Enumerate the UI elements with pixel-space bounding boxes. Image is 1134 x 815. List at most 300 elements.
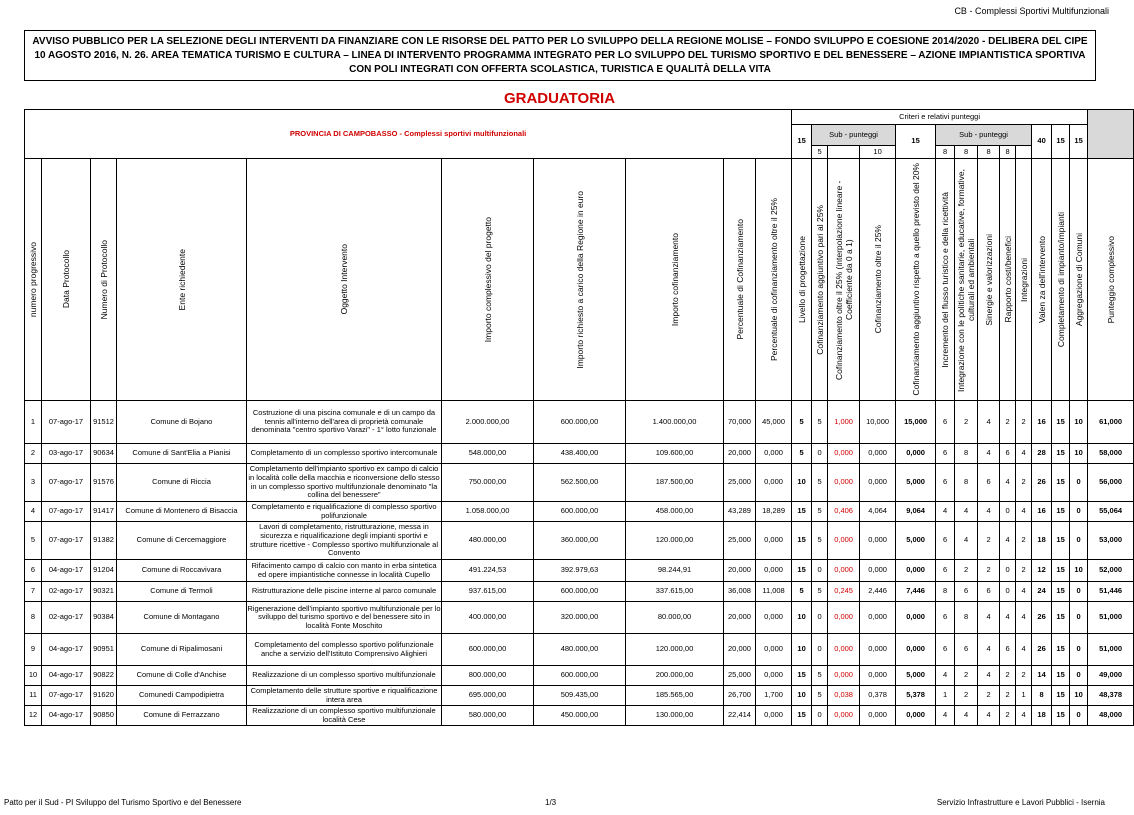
- cell-c25: 5: [812, 401, 828, 444]
- cell-sin: 4: [978, 401, 1000, 444]
- cell-ente: Comune di Ripalimosani: [117, 634, 247, 666]
- cell-n: 4: [25, 502, 42, 522]
- cell-importo: 1.058.000,00: [442, 502, 534, 522]
- cell-int: 6: [955, 582, 978, 602]
- cell-ente: Comune di Sant'Elia a Pianisi: [117, 444, 247, 464]
- cell-rap: 4: [1000, 602, 1016, 634]
- cell-comp: 15: [1052, 444, 1070, 464]
- cell-perc: 43,289: [724, 502, 756, 522]
- cell-int: 8: [955, 444, 978, 464]
- cell-oggetto: Realizzazione di un complesso sportivo multifunzionale località Cese: [247, 706, 442, 726]
- cell-ente: Comune di Montenero di Bisaccia: [117, 502, 247, 522]
- cell-c25: 5: [812, 666, 828, 686]
- col-header-perc25: Percentuale di cofinanziamento oltre il 25%: [756, 159, 792, 401]
- cell-itg: 2: [1016, 401, 1032, 444]
- cell-perc25: 0,000: [756, 522, 792, 560]
- cell-sin: 6: [978, 464, 1000, 502]
- table-row: [25, 522, 1134, 560]
- weight-int: 8: [955, 146, 978, 159]
- cell-liv: 10: [792, 602, 812, 634]
- cell-inc: 8: [936, 582, 955, 602]
- table-row: [25, 706, 1134, 726]
- cell-liv: 15: [792, 522, 812, 560]
- cell-coltre: 0,000: [860, 666, 896, 686]
- cell-oggetto: Rigenerazione dell'impianto sportivo multifunzionale per lo sviluppo del turismo sportivo e del benessere sito in località Fonte Moschito: [247, 602, 442, 634]
- cell-oggetto: Lavori di completamento, ristrutturazione, messa in sicurezza e riqualificazione degli impianti sportivi e strutture ricettive - Complesso sportivo multifunzionale al Convento: [247, 522, 442, 560]
- cell-inc: 1: [936, 686, 955, 706]
- cell-c25: 5: [812, 582, 828, 602]
- cell-tot: 49,000: [1088, 666, 1134, 686]
- cell-ente: Comune di Colle d'Anchise: [117, 666, 247, 686]
- table-row: [25, 634, 1134, 666]
- cell-itg: 2: [1016, 464, 1032, 502]
- cell-perc: 25,000: [724, 666, 756, 686]
- cell-int: 4: [955, 522, 978, 560]
- cell-inc: 6: [936, 602, 955, 634]
- cell-oggetto: Completamento dell'impianto sportivo ex campo di calcio in località colle della macchia e riconversione dello stesso in un complesso sportivo multifunzionale denominato "la collina del benessere": [247, 464, 442, 502]
- cell-int: 2: [955, 401, 978, 444]
- cell-data: 04-ago-17: [42, 666, 91, 686]
- weight-valenza: 40: [1032, 125, 1052, 159]
- document-label: CB - Complessi Sportivi Multifunzionali: [954, 6, 1109, 16]
- cell-prot: 90384: [91, 602, 117, 634]
- cell-rap: 2: [1000, 686, 1016, 706]
- cell-cofin: 185.565,00: [626, 686, 724, 706]
- cell-tot: 51,000: [1088, 602, 1134, 634]
- footer-page-number: 1/3: [545, 798, 557, 807]
- col-header-completamento: Completamento di impianto/impianti: [1052, 159, 1070, 401]
- cell-agg: 0: [1070, 666, 1088, 686]
- cell-int: 6: [955, 634, 978, 666]
- cell-int: 8: [955, 602, 978, 634]
- cell-cagg: 0,000: [896, 444, 936, 464]
- cell-agg: 10: [1070, 560, 1088, 582]
- cell-cofin: 120.000,00: [626, 522, 724, 560]
- cell-rap: 6: [1000, 444, 1016, 464]
- cell-sin: 6: [978, 582, 1000, 602]
- cell-val: 14: [1032, 666, 1052, 686]
- sub-scores-header-2: Sub - punteggi: [936, 125, 1032, 146]
- score-header-blank: [1088, 110, 1134, 159]
- cell-tot: 48,000: [1088, 706, 1134, 726]
- footer-left: Patto per il Sud - PI Sviluppo del Turismo Sportivo e del Benessere: [4, 798, 242, 807]
- cell-n: 10: [25, 666, 42, 686]
- cell-prot: 90321: [91, 582, 117, 602]
- cell-coltre: 0,000: [860, 444, 896, 464]
- cell-coltre: 0,000: [860, 522, 896, 560]
- cell-val: 16: [1032, 401, 1052, 444]
- cell-sin: 2: [978, 686, 1000, 706]
- cell-prot: 90634: [91, 444, 117, 464]
- cell-liv: 15: [792, 706, 812, 726]
- cell-cofin: 120.000,00: [626, 634, 724, 666]
- cell-data: 07-ago-17: [42, 464, 91, 502]
- cell-liv: 15: [792, 560, 812, 582]
- cell-cint: 1,000: [828, 401, 860, 444]
- table-row: [25, 401, 1134, 444]
- cell-ente: Comune di Riccia: [117, 464, 247, 502]
- cell-perc: 20,000: [724, 634, 756, 666]
- cell-data: 02-ago-17: [42, 602, 91, 634]
- cell-val: 12: [1032, 560, 1052, 582]
- cell-perc: 26,700: [724, 686, 756, 706]
- cell-cint: 0,038: [828, 686, 860, 706]
- cell-rap: 0: [1000, 502, 1016, 522]
- cell-itg: 4: [1016, 706, 1032, 726]
- cell-cagg: 5,000: [896, 464, 936, 502]
- cell-itg: 4: [1016, 582, 1032, 602]
- cell-n: 7: [25, 582, 42, 602]
- cell-cofin: 130.000,00: [626, 706, 724, 726]
- cell-data: 04-ago-17: [42, 560, 91, 582]
- cell-sin: 4: [978, 706, 1000, 726]
- cell-n: 6: [25, 560, 42, 582]
- cell-cagg: 0,000: [896, 706, 936, 726]
- col-header-cofoltre: Cofinanziamento oltre il 25%: [860, 159, 896, 401]
- cell-agg: 10: [1070, 686, 1088, 706]
- cell-prot: 91417: [91, 502, 117, 522]
- cell-liv: 5: [792, 582, 812, 602]
- cell-richiesto: 392.979,63: [534, 560, 626, 582]
- cell-cagg: 0,000: [896, 602, 936, 634]
- cell-rap: 0: [1000, 582, 1016, 602]
- cell-itg: 1: [1016, 686, 1032, 706]
- cell-cagg: 7,446: [896, 582, 936, 602]
- cell-ente: Comune di Termoli: [117, 582, 247, 602]
- col-header-cof25: Cofinanziamento aggiuntivo pari al 25%: [812, 159, 828, 401]
- col-header-livello: Livello di progettazione: [792, 159, 812, 401]
- col-header-prot: Numero di Protocollo: [91, 159, 117, 401]
- cell-inc: 4: [936, 502, 955, 522]
- cell-agg: 10: [1070, 401, 1088, 444]
- cell-agg: 10: [1070, 444, 1088, 464]
- cell-richiesto: 450.000,00: [534, 706, 626, 726]
- cell-itg: 4: [1016, 444, 1032, 464]
- cell-perc25: 0,000: [756, 666, 792, 686]
- cell-cagg: 15,000: [896, 401, 936, 444]
- cell-int: 2: [955, 666, 978, 686]
- cell-prot: 91576: [91, 464, 117, 502]
- cell-itg: 2: [1016, 666, 1032, 686]
- cell-tot: 53,000: [1088, 522, 1134, 560]
- table-row: [25, 502, 1134, 522]
- table-row: [25, 464, 1134, 502]
- cell-sin: 4: [978, 634, 1000, 666]
- cell-importo: 695.000,00: [442, 686, 534, 706]
- cell-cint: 0,000: [828, 602, 860, 634]
- cell-c25: 5: [812, 464, 828, 502]
- cell-prot: 90951: [91, 634, 117, 666]
- cell-oggetto: Costruzione di una piscina comunale e di un campo da tennis all'interno dell'area di proprietà comunale denominata "centro sportivo Varazi" - 1° lotto funzionale: [247, 401, 442, 444]
- cell-oggetto: Completamento delle strutture sportive e riqualificazione intera area: [247, 686, 442, 706]
- cell-int: 2: [955, 686, 978, 706]
- cell-richiesto: 600.000,00: [534, 582, 626, 602]
- cell-cofin: 1.400.000,00: [626, 401, 724, 444]
- cell-cagg: 0,000: [896, 560, 936, 582]
- cell-richiesto: 480.000,00: [534, 634, 626, 666]
- cell-int: 4: [955, 706, 978, 726]
- weight-sin: 8: [978, 146, 1000, 159]
- cell-cint: 0,000: [828, 634, 860, 666]
- weight-aggregazione: 15: [1070, 125, 1088, 159]
- cell-val: 16: [1032, 502, 1052, 522]
- cell-oggetto: Completamento di un complesso sportivo intercomunale: [247, 444, 442, 464]
- cell-agg: 0: [1070, 602, 1088, 634]
- col-header-oggetto: Oggetto Intervento: [247, 159, 442, 401]
- col-header-cofint: Cofinanziamento oltre il 25% (interpolazione lineare - Coefficiente da 0 a 1): [828, 159, 860, 401]
- cell-liv: 10: [792, 634, 812, 666]
- cell-oggetto: Completamento e riqualificazione di complesso sportivo polifunzionale: [247, 502, 442, 522]
- cell-cint: 0,000: [828, 522, 860, 560]
- cell-richiesto: 360.000,00: [534, 522, 626, 560]
- cell-perc25: 18,289: [756, 502, 792, 522]
- col-header-importo: Importo complessivo del progetto: [442, 159, 534, 401]
- cell-agg: 0: [1070, 522, 1088, 560]
- cell-val: 26: [1032, 634, 1052, 666]
- cell-inc: 6: [936, 444, 955, 464]
- cell-importo: 800.000,00: [442, 666, 534, 686]
- cell-comp: 15: [1052, 502, 1070, 522]
- col-header-sinergie: Sinergie e valorizzazioni: [978, 159, 1000, 401]
- cell-perc25: 0,000: [756, 706, 792, 726]
- table-row: [25, 602, 1134, 634]
- cell-prot: 90850: [91, 706, 117, 726]
- col-header-inc: Incremento del flusso turistico e della ricettività: [936, 159, 955, 401]
- cell-agg: 0: [1070, 634, 1088, 666]
- col-header-valenza: Valen za dell'intervento: [1032, 159, 1052, 401]
- cell-rap: 4: [1000, 464, 1016, 502]
- cell-comp: 15: [1052, 560, 1070, 582]
- cell-liv: 15: [792, 502, 812, 522]
- cell-cint: 0,000: [828, 464, 860, 502]
- cell-c25: 0: [812, 634, 828, 666]
- cell-prot: 91620: [91, 686, 117, 706]
- col-header-punteggio: Punteggio complessivo: [1088, 159, 1134, 401]
- cell-cofin: 98.244,91: [626, 560, 724, 582]
- table-row: [25, 444, 1134, 464]
- cell-rap: 2: [1000, 666, 1016, 686]
- cell-n: 12: [25, 706, 42, 726]
- cell-importo: 750.000,00: [442, 464, 534, 502]
- cell-val: 24: [1032, 582, 1052, 602]
- weight-sub-a2: 10: [860, 146, 896, 159]
- cell-c25: 0: [812, 444, 828, 464]
- notice-title: AVVISO PUBBLICO PER LA SELEZIONE DEGLI INTERVENTI DA FINANZIARE CON LE RISORSE DEL PATTO PER LO SVILUPPO DELLA REGIONE MOLISE – FONDO SVILUPPO E COESIONE 2014/2020 - DELIBERA DEL CIPE 10 AGOSTO 2016, N. 26. AREA TEMATICA TURISMO E CULTURA – LINEA DI INTERVENTO PROGRAMMA INTEGRATO PER LO SVILUPPO DEL TURISMO SPORTIVO E DEL BENESSERE – AZIONE IMPIANTISTICA SPORTIVA CON POLI INTEGRATI CON OFFERTA SCOLASTICA, TURISTICA E QUALITÀ DELLA VITA: [24, 30, 1096, 81]
- cell-oggetto: Completamento del complesso sportivo polifunzionale anche a servizio dell'Istituto Comprensivo Alighieri: [247, 634, 442, 666]
- cell-perc25: 0,000: [756, 560, 792, 582]
- col-header-ente: Ente richiedente: [117, 159, 247, 401]
- cell-val: 26: [1032, 464, 1052, 502]
- cell-sin: 4: [978, 444, 1000, 464]
- cell-data: 04-ago-17: [42, 706, 91, 726]
- cell-perc: 20,000: [724, 444, 756, 464]
- cell-liv: 5: [792, 444, 812, 464]
- cell-cint: 0,000: [828, 706, 860, 726]
- cell-perc: 22,414: [724, 706, 756, 726]
- cell-cofin: 80.000,00: [626, 602, 724, 634]
- cell-rap: 2: [1000, 706, 1016, 726]
- cell-ente: Comune di Cercemaggiore: [117, 522, 247, 560]
- cell-ente: Comune di Montagano: [117, 602, 247, 634]
- table-row: [25, 686, 1134, 706]
- col-header-data: Data Protocollo: [42, 159, 91, 401]
- col-header-num: numero progressivo: [25, 159, 42, 401]
- cell-liv: 5: [792, 401, 812, 444]
- cell-sin: 2: [978, 560, 1000, 582]
- cell-comp: 15: [1052, 634, 1070, 666]
- cell-richiesto: 562.500,00: [534, 464, 626, 502]
- cell-inc: 6: [936, 401, 955, 444]
- cell-tot: 51,446: [1088, 582, 1134, 602]
- cell-sin: 4: [978, 666, 1000, 686]
- cell-data: 03-ago-17: [42, 444, 91, 464]
- cell-perc25: 0,000: [756, 444, 792, 464]
- cell-inc: 6: [936, 634, 955, 666]
- col-header-integrazioni: Integrazioni: [1016, 159, 1032, 401]
- cell-cint: 0,000: [828, 560, 860, 582]
- cell-tot: 51,000: [1088, 634, 1134, 666]
- cell-val: 18: [1032, 522, 1052, 560]
- cell-perc: 20,000: [724, 602, 756, 634]
- cell-data: 07-ago-17: [42, 401, 91, 444]
- cell-agg: 0: [1070, 464, 1088, 502]
- cell-richiesto: 600.000,00: [534, 502, 626, 522]
- weight-rap: 8: [1000, 146, 1016, 159]
- footer-right: Servizio Infrastrutture e Lavori Pubblici - Isernia: [936, 798, 1105, 807]
- cell-sin: 4: [978, 602, 1000, 634]
- col-header-rapporto: Rapporto costi/benefici: [1000, 159, 1016, 401]
- cell-richiesto: 600.000,00: [534, 666, 626, 686]
- weight-inc: 8: [936, 146, 955, 159]
- cell-val: 8: [1032, 686, 1052, 706]
- cell-perc25: 0,000: [756, 464, 792, 502]
- cell-comp: 15: [1052, 522, 1070, 560]
- weight-sub-a1: 5: [812, 146, 828, 159]
- cell-importo: 600.000,00: [442, 634, 534, 666]
- weight-cofin: 15: [896, 125, 936, 159]
- cell-tot: 52,000: [1088, 560, 1134, 582]
- cell-sin: 4: [978, 502, 1000, 522]
- cell-agg: 0: [1070, 502, 1088, 522]
- cell-richiesto: 320.000,00: [534, 602, 626, 634]
- cell-itg: 2: [1016, 560, 1032, 582]
- cell-data: 07-ago-17: [42, 522, 91, 560]
- cell-n: 3: [25, 464, 42, 502]
- cell-coltre: 0,000: [860, 602, 896, 634]
- ranking-table: [24, 109, 1134, 726]
- cell-perc: 25,000: [724, 522, 756, 560]
- cell-perc25: 45,000: [756, 401, 792, 444]
- cell-comp: 15: [1052, 686, 1070, 706]
- cell-prot: 91204: [91, 560, 117, 582]
- cell-sin: 2: [978, 522, 1000, 560]
- cell-c25: 5: [812, 686, 828, 706]
- cell-ente: Comune di Ferrazzano: [117, 706, 247, 726]
- cell-c25: 5: [812, 502, 828, 522]
- cell-coltre: 0,000: [860, 634, 896, 666]
- cell-cint: 0,000: [828, 666, 860, 686]
- weight-sub-blank: [828, 146, 860, 159]
- cell-inc: 4: [936, 666, 955, 686]
- cell-perc25: 11,008: [756, 582, 792, 602]
- cell-coltre: 0,000: [860, 706, 896, 726]
- cell-itg: 4: [1016, 634, 1032, 666]
- cell-importo: 400.000,00: [442, 602, 534, 634]
- cell-itg: 4: [1016, 502, 1032, 522]
- cell-tot: 55,064: [1088, 502, 1134, 522]
- cell-inc: 6: [936, 522, 955, 560]
- cell-importo: 937.615,00: [442, 582, 534, 602]
- cell-val: 18: [1032, 706, 1052, 726]
- cell-prot: 91512: [91, 401, 117, 444]
- cell-coltre: 10,000: [860, 401, 896, 444]
- cell-n: 9: [25, 634, 42, 666]
- cell-comp: 15: [1052, 464, 1070, 502]
- cell-cagg: 9,064: [896, 502, 936, 522]
- cell-ente: Comunedi Campodipietra: [117, 686, 247, 706]
- graduatoria-title: GRADUATORIA: [503, 90, 616, 107]
- weight-completamento: 15: [1052, 125, 1070, 159]
- cell-tot: 56,000: [1088, 464, 1134, 502]
- cell-cint: 0,406: [828, 502, 860, 522]
- cell-prot: 91382: [91, 522, 117, 560]
- cell-comp: 15: [1052, 401, 1070, 444]
- cell-int: 2: [955, 560, 978, 582]
- sub-scores-header-1: Sub - punteggi: [812, 125, 896, 146]
- table-row: [25, 582, 1134, 602]
- cell-cagg: 5,000: [896, 522, 936, 560]
- cell-tot: 61,000: [1088, 401, 1134, 444]
- cell-tot: 58,000: [1088, 444, 1134, 464]
- cell-perc: 25,000: [724, 464, 756, 502]
- cell-perc25: 0,000: [756, 602, 792, 634]
- cell-rap: 4: [1000, 522, 1016, 560]
- cell-tot: 48,378: [1088, 686, 1134, 706]
- cell-c25: 0: [812, 560, 828, 582]
- col-header-integr: Integrazione con le politiche sanitarie, educative, formative, culturali ed ambientali: [955, 159, 978, 401]
- province-title: PROVINCIA DI CAMPOBASSO - Complessi sportivi multifunzionali: [25, 110, 792, 159]
- cell-data: 04-ago-17: [42, 634, 91, 666]
- weight-livello: 15: [792, 125, 812, 159]
- cell-c25: 0: [812, 706, 828, 726]
- cell-importo: 580.000,00: [442, 706, 534, 726]
- cell-comp: 15: [1052, 602, 1070, 634]
- cell-c25: 0: [812, 602, 828, 634]
- cell-n: 1: [25, 401, 42, 444]
- col-header-cofagg: Cofinanziamento aggiuntivo rispetto a quello previsto del 20%: [896, 159, 936, 401]
- cell-perc25: 1,700: [756, 686, 792, 706]
- cell-importo: 548.000,00: [442, 444, 534, 464]
- cell-perc: 36,008: [724, 582, 756, 602]
- cell-inc: 6: [936, 464, 955, 502]
- cell-perc: 20,000: [724, 560, 756, 582]
- cell-rap: 2: [1000, 401, 1016, 444]
- cell-comp: 15: [1052, 666, 1070, 686]
- cell-oggetto: Rifacimento campo di calcio con manto in erba sintetica ed opere impiantistiche connesse in località Cupello: [247, 560, 442, 582]
- cell-ente: Comune di Roccavivara: [117, 560, 247, 582]
- col-header-cofinanziamento: Importo cofinanziamento: [626, 159, 724, 401]
- cell-n: 2: [25, 444, 42, 464]
- cell-comp: 15: [1052, 582, 1070, 602]
- cell-agg: 0: [1070, 706, 1088, 726]
- ranking-rows: [25, 401, 1134, 726]
- cell-cagg: 5,000: [896, 666, 936, 686]
- weight-itg: [1016, 146, 1032, 159]
- cell-coltre: 0,000: [860, 560, 896, 582]
- cell-int: 4: [955, 502, 978, 522]
- cell-int: 8: [955, 464, 978, 502]
- cell-n: 5: [25, 522, 42, 560]
